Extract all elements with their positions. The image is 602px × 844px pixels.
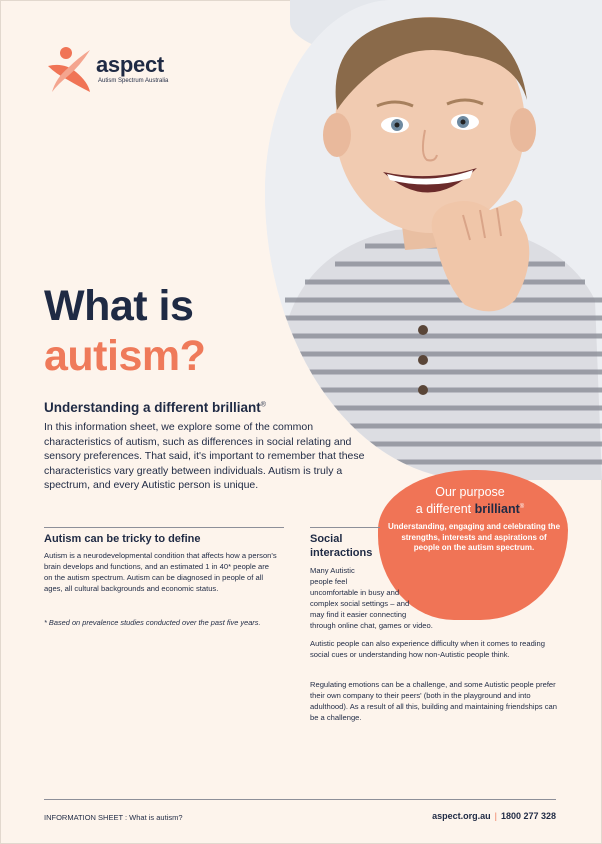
social-para1-line2: people feel bbox=[310, 577, 348, 586]
aspect-logo[interactable] bbox=[46, 44, 196, 94]
social-para1-line5: may find it easier connecting bbox=[310, 610, 407, 619]
aspect-figure-icon bbox=[46, 44, 94, 94]
page-title-line1: What is bbox=[44, 282, 194, 330]
footer-website-link[interactable]: aspect.org.au bbox=[432, 811, 491, 821]
purpose-body: Understanding, engaging and celebrating the strengths, interests and aspirations of people on the autism spectrum. bbox=[388, 522, 561, 553]
purpose-title-line2 bbox=[380, 500, 560, 517]
social-para1-line3: uncomfortable in busy and bbox=[310, 588, 400, 597]
define-divider bbox=[44, 527, 284, 528]
purpose-title bbox=[380, 485, 560, 517]
purpose-title-line1: Our purpose bbox=[435, 485, 505, 499]
logo-wordmark: aspect bbox=[96, 52, 164, 77]
define-footnote: * Based on prevalence studies conducted over the past five years. bbox=[44, 618, 261, 627]
intro-paragraph: In this information sheet, we explore some of the common characteristics of autism, such as differences in social relating and sensory preferences. That said, it's important to remember that these characteristics vary greatly between individuals. Autism is truly a spectrum, and every Autistic person is unique. bbox=[44, 421, 365, 492]
purpose-registered-mark: ® bbox=[519, 504, 525, 510]
footer-divider bbox=[44, 799, 556, 800]
footer-sheet-label: INFORMATION SHEET : What is autism? bbox=[44, 813, 183, 822]
boy-photo-illustration bbox=[265, 0, 602, 480]
social-heading-line1: Social bbox=[310, 533, 343, 545]
footer-contact bbox=[432, 811, 556, 821]
intro-heading bbox=[44, 400, 266, 415]
intro-heading-text: Understanding a different brilliant bbox=[44, 400, 261, 415]
footer-phone[interactable]: 1800 277 328 bbox=[500, 811, 556, 821]
purpose-brilliant: brilliant bbox=[474, 502, 520, 517]
registered-mark: ® bbox=[260, 401, 266, 409]
social-heading-line2: interactions bbox=[310, 547, 373, 559]
page-title-line2: autism? bbox=[44, 332, 206, 380]
define-heading: Autism can be tricky to define bbox=[44, 533, 201, 545]
social-para3: Regulating emotions can be a challenge, and some Autistic people prefer their own company to their peers' (both in the playground and into adulthood). As a result of all this, building and maintaining friendships can be a challenge. bbox=[310, 680, 557, 722]
footer-separator: | bbox=[494, 811, 497, 821]
social-para1-line1: Many Autistic bbox=[310, 566, 355, 575]
logo-tagline: Autism Spectrum Australia bbox=[98, 78, 169, 84]
purpose-prefix: a different bbox=[415, 502, 475, 517]
social-para1-line4: complex social settings – and bbox=[310, 599, 410, 608]
hero-photo bbox=[265, 0, 602, 480]
social-para1-line6: through online chat, games or video. bbox=[310, 621, 433, 630]
social-divider bbox=[310, 527, 380, 528]
social-para2: Autistic people can also experience difficulty when it comes to reading social cues or understanding how non-Autistic people think. bbox=[310, 639, 545, 659]
define-body: Autism is a neurodevelopmental condition that affects how a person's brain develops and functions, and an estimated 1 in 40* people are on the autism spectrum. Autism can be diagnosed in people of all ages, all cultural backgrounds and economic status. bbox=[44, 551, 277, 593]
